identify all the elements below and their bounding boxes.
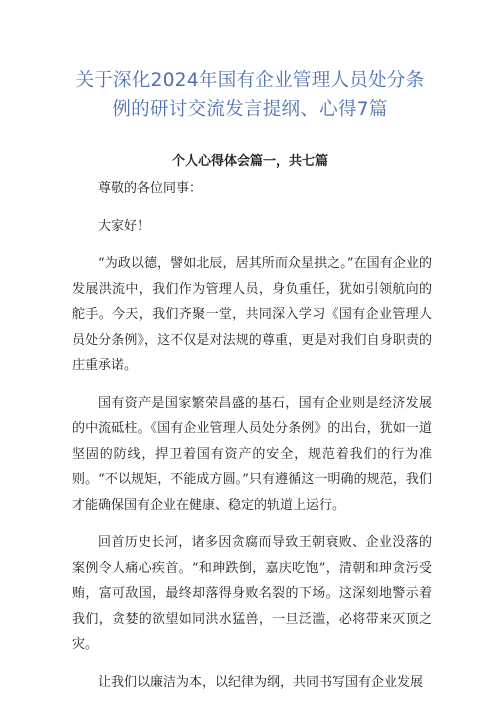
paragraph: 让我们以廉洁为本，以纪律为纲，共同书写国有企业发展 (98, 674, 424, 690)
section-heading: 个人心得体会篇一，共七篇 (171, 154, 328, 169)
document-body (72, 176, 432, 707)
greeting: 大家好！ (98, 218, 151, 234)
paragraph: 国有资产是国家繁荣昌盛的基石，国有企业则是经济发展的中流砥柱。《国有企业管理人员处分条例》的出台，犹如一道坚固的防线，捍卫着国有资产的安全，规范着我们的行为准则。“不以规矩，不能成方圆。”只有遵循这一明确的规范，我们才能确保国有企业在健康、稳定的轨道上运行。 (72, 395, 432, 513)
paragraph: “为政以德，譬如北辰，居其所而众星拱之。”在国有企业的发展洪流中，我们作为管理人员，身负重任，犹如引领航向的舵手。今天，我们齐聚一堂，共同深入学习《国有企业管理人员处分条例》，这不仅是对法规的尊重，更是对我们自身职责的庄重承诺。 (72, 256, 432, 373)
paragraph: 回首历史长河，诸多因贪腐而导致王朝衰败、企业没落的案例令人痛心疾首。“和珅跌倒，嘉庆吃饱”，清朝和珅贪污受贿，富可敌国，最终却落得身败名裂的下场。这深刻地警示着我们，贪婪的欲望如同洪水猛兽，一旦泛滥，必将带来灭顶之灾。 (72, 535, 432, 652)
title-line-2: 例的研讨交流发言提纲、心得7篇 (112, 99, 388, 120)
salutation: 尊敬的各位同事： (98, 181, 203, 196)
title-line-1: 关于深化2024年国有企业管理人员处分条 (75, 70, 425, 91)
document-title (40, 66, 460, 124)
